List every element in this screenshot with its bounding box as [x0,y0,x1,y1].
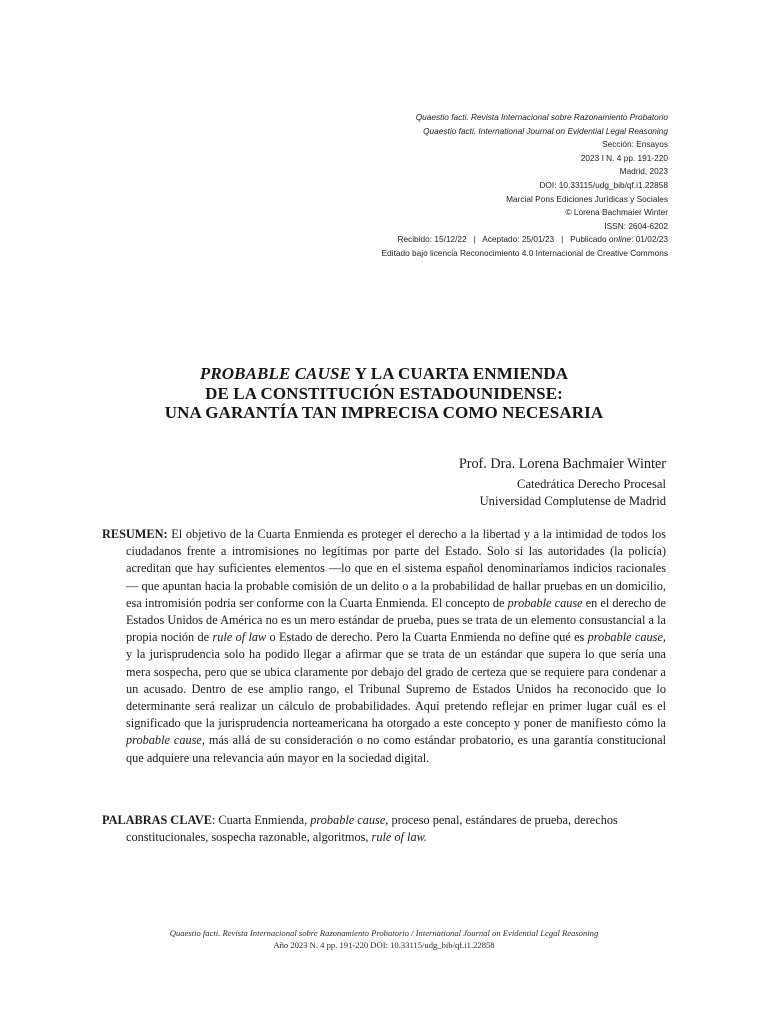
journal-header [208,111,668,261]
journal-title-es: Quaestio facti. Revista Internacional sobre Razonamiento Probatorio [415,112,668,122]
abstract-italic-4: probable cause, [126,733,205,748]
abstract-text-3: o Estado de derecho. Pero la Cuarta Enmienda no define qué es [266,630,588,645]
author-position: Catedrática Derecho Procesal [517,477,666,491]
title-line-3: UNA GARANTÍA TAN IMPRECISA COMO NECESARIA [164,403,604,422]
publisher: Marcial Pons Ediciones Jurídicas y Sociales [506,193,668,204]
date-published-online: online [608,234,632,245]
doi: DOI: 10.33115/udg_bib/qf.i1.22858 [539,179,668,190]
title-line-1-rest: Y LA CUARTA ENMIENDA [350,364,569,383]
footer-issue: Año 2023 N. 4 pp. 191-220 DOI: 10.33115/udg_bib/qf.i1.22858 [273,939,495,950]
keywords-label: PALABRAS CLAVE [102,813,212,827]
license: Editado bajo licencia Reconocimiento 4.0 Internacional de Creative Commons [381,247,668,258]
abstract-text-5: más allá de su consideración o no como estándar probatorio, es una garantía constitucional que adquiere una relevancia aún mayor en la sociedad digital. [126,733,666,765]
date-accepted: Aceptado: 25/01/23 [482,234,555,245]
keywords-italic-2: rule of law. [371,830,427,845]
author-name: Prof. Dra. Lorena Bachmaier Winter [458,456,666,472]
abstract-text-4: y la jurisprudencia solo ha podido llegar a afirmar que se trata de un estándar que supera lo que sería una mera sospecha, pero que se ubica claramente por debajo del grado de certeza que se requiere para condenar a un acusado. Dentro de ese amplio rango, el Tribunal Supremo de Estados Unidos ha reconocido que lo determinante será realizar un cálculo de probabilidades. Aquí pretendo reflejar en primer lugar cuál es el significado que la jurisprudencia norteamericana ha otorgado a este concepto y poner de manifiesto cómo la [126,647,666,731]
keywords-italic-1: probable cause [310,813,386,827]
date-published-prefix: Publicado [570,234,609,245]
article-title [0,364,768,423]
title-line-2: DE LA CONSTITUCIÓN ESTADOUNIDENSE: [205,383,563,403]
section-label: Sección: Ensayos [602,139,668,150]
journal-title-en: Quaestio facti. International Journal on Evidential Legal Reasoning [423,125,668,136]
abstract-italic-2: rule of law [212,630,267,645]
abstract-paragraph [102,526,666,767]
abstract-italic-1: probable cause [507,595,583,610]
abstract-text-2: en el derecho de Estados Unidos de América no es un mero estándar de prueba, pues se trata de un elemento consustancial a la propia noción de [126,595,666,645]
copyright: © Lorena Bachmaier Winter [565,207,668,218]
issn: ISSN: 2604-6202 [604,220,668,231]
author-affiliation: Universidad Complutense de Madrid [479,494,666,508]
abstract-italic-3: probable cause, [587,630,666,645]
place-year: Madrid, 2023 [619,166,668,177]
abstract [102,526,666,767]
issue-info: 2023 I N. 4 pp. 191-220 [580,152,668,163]
date-published-date: : 01/02/23 [631,234,668,245]
date-separator-2: | [561,234,564,245]
keywords-text-2: , proceso penal, estándares de prueba, derechos constitucionales, sospecha razonable, algoritmos, [126,813,618,845]
title-italic: PROBABLE CAUSE [199,364,351,383]
page-footer [0,928,768,951]
abstract-text-1: El objetivo de la Cuarta Enmienda es proteger el derecho a la libertad y a la intimidad de todos los ciudadanos frente a intromisiones no legítimas por parte del Estado. Solo si las autoridades (la policía) acreditan que hay suficientes elementos —lo que en el sistema español denominaríamos indicios racionales— que apuntan hacia la probable comisión de un delito o a la probabilidad de hallar pruebas en un domicilio, esa intromisión podría ser conforme con la Cuarta Enmienda. El concepto de [126,527,666,610]
abstract-label: RESUMEN: [102,527,168,541]
author-block [266,455,666,510]
dates-line [208,233,668,247]
keywords-paragraph [102,812,666,846]
date-received: Recibido: 15/12/22 [397,234,467,245]
keywords-text-1: : Cuarta Enmienda, [211,813,311,827]
title-line-1 [0,364,768,384]
date-separator-1: | [473,234,476,245]
keywords [102,812,666,846]
footer-journal: Quaestio facti. Revista Internacional sobre Razonamiento Probatorio / International Journal on Evidential Legal Reasoning [169,928,599,938]
